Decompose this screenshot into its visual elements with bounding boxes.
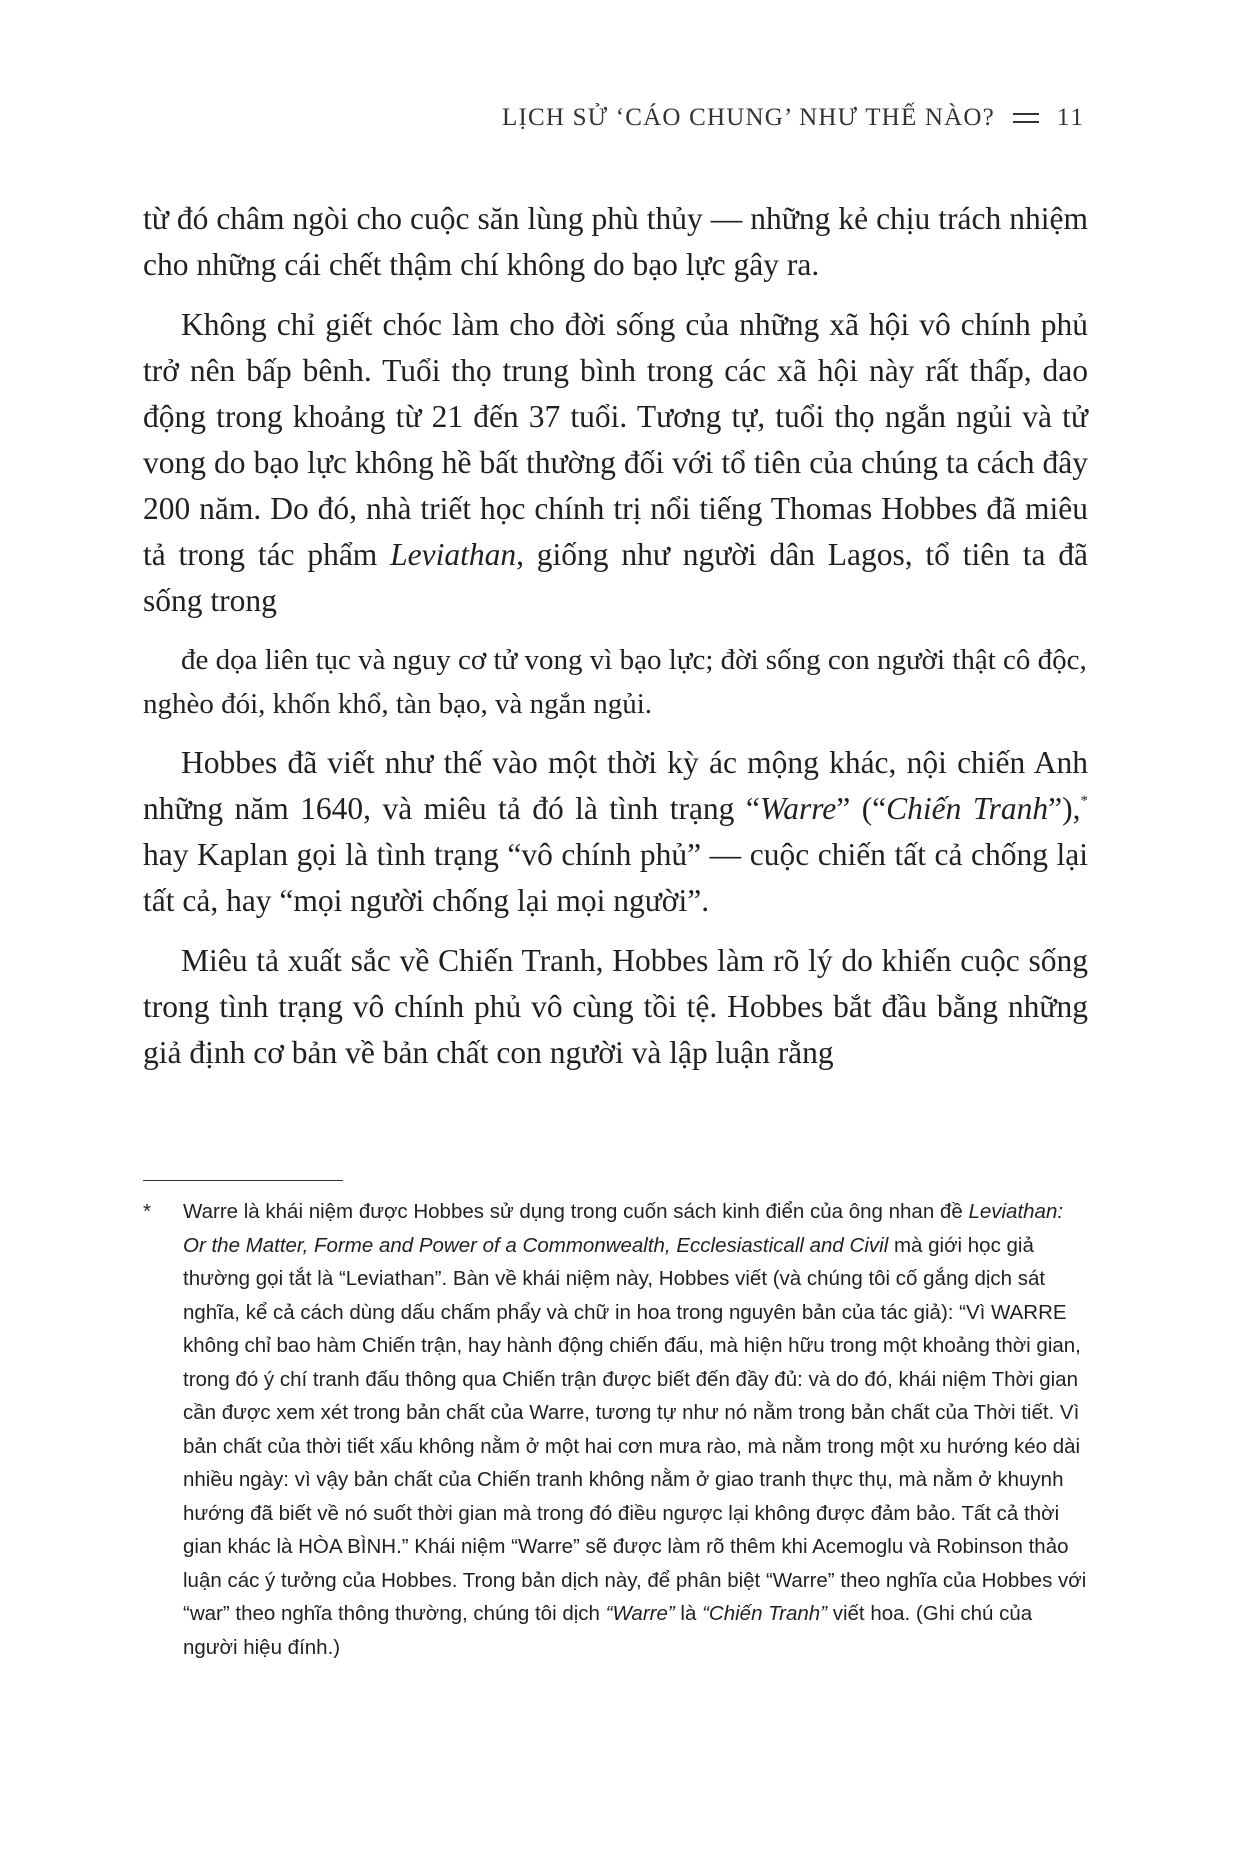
footnote xyxy=(143,1195,1088,1664)
footnote-chien-tranh-italic: “Chiến Tranh” xyxy=(702,1602,828,1625)
paragraph-2 xyxy=(143,302,1088,624)
block-quote: đe dọa liên tục và nguy cơ tử vong vì bạo lực; đời sống con người thật cô độc, nghèo đói, khốn khổ, tàn bạo, và ngắn ngủi. xyxy=(143,644,1087,720)
footnote-divider xyxy=(143,1180,343,1181)
page-number: 11 xyxy=(1056,104,1085,131)
main-text xyxy=(143,196,1088,1090)
footnote-mark: * xyxy=(143,1200,151,1223)
footnote-reference[interactable]: * xyxy=(1080,793,1088,809)
paragraph-4: Miêu tả xuất sắc về Chiến Tranh, Hobbes làm rõ lý do khiến cuộc sống trong tình trạng vô chính phủ vô cùng tồi tệ. Hobbes bắt đầu bằng những giả định cơ bản về bản chất con người và lập luận rằng xyxy=(143,943,1088,1070)
footnote-book-title: Leviathan: Or the Matter, Forme and Power of a Commonwealth, Ecclesiasticall and Civil xyxy=(183,1200,1064,1257)
warre-term: Warre xyxy=(759,791,837,826)
paragraph-2-text-a: Không chỉ giết chóc làm cho đời sống của những xã hội vô chính phủ trở nên bấp bênh. Tuổi thọ trung bình trong các xã hội này rất thấp, dao động trong khoảng từ 21 đến 37 tuổi. Tương tự, tuổi thọ ngắn ngủi và tử vong do bạo lực không hề bất thường đối với tổ tiên của chúng ta cách đây 200 năm. Do đó, nhà triết học chính trị nổi tiếng Thomas Hobbes đã miêu tả trong tác phẩm xyxy=(143,307,1088,572)
footnote-text-7: viết hoa. (Ghi chú của người hiệu đính.) xyxy=(183,1602,1033,1659)
footnote-warre-italic: “Warre” xyxy=(605,1602,675,1625)
running-title: LỊCH SỬ ‘CÁO CHUNG’ NHƯ THẾ NÀO? xyxy=(502,104,995,131)
footnote-text xyxy=(183,1195,1088,1664)
paragraph-2-text-b: , giống như người dân Lagos, tổ tiên ta đã sống trong xyxy=(143,537,1088,618)
chien-tranh-term: Chiến Tranh xyxy=(886,791,1049,826)
double-rule-separator xyxy=(1013,113,1039,123)
paragraph-3-text-b: ” (“ xyxy=(836,791,887,826)
paragraph-3-text-a: Hobbes đã viết như thế vào một thời kỳ ác mộng khác, nội chiến Anh những năm 1640, và miêu tả đó là tình trạng “ xyxy=(143,745,1088,826)
footnote-text-5: là xyxy=(674,1602,703,1625)
footnote-text-1: Warre là khái niệm được Hobbes sử dụng trong cuốn sách kinh điển của ông nhan đề xyxy=(183,1200,969,1223)
paragraph-3 xyxy=(143,740,1088,924)
paragraph-1: từ đó châm ngòi cho cuộc săn lùng phù thủy — những kẻ chịu trách nhiệm cho những cái chết thậm chí không do bạo lực gây ra. xyxy=(143,201,1088,282)
paragraph-3-text-d: hay Kaplan gọi là tình trạng “vô chính phủ” — cuộc chiến tất cả chống lại tất cả, hay “mọi người chống lại mọi người”. xyxy=(143,837,1088,918)
running-header xyxy=(502,104,1085,132)
footnote-text-3: mà giới học giả thường gọi tắt là “Leviathan”. Bàn về khái niệm này, Hobbes viết (và chúng tôi cố gắng dịch sát nghĩa, kể cả cách dùng dấu chấm phẩy và chữ in hoa trong nguyên bản của tác giả): “Vì WARRE không chỉ bao hàm Chiến trận, hay hành động chiến đấu, mà hiện hữu trong một khoảng thời gian, trong đó ý chí tranh đấu thông qua Chiến trận được biết đến đầy đủ: và do đó, khái niệm Thời gian cần được xem xét trong bản chất của Warre, tương tự như nó nằm trong bản chất của Thời tiết. Vì bản chất của thời tiết xấu không nằm ở một hai cơn mưa rào, mà nằm trong một xu hướng kéo dài nhiều ngày: vì vậy bản chất của Chiến tranh không nằm ở giao tranh thực thụ, mà nằm ở khuynh hướng đã biết về nó suốt thời gian mà trong đó điều ngược lại không được đảm bảo. Tất cả thời gian khác là HÒA BÌNH.” Khái niệm “Warre” sẽ được làm rõ thêm khi Acemoglu và Robinson thảo luận các ý tưởng của Hobbes. Trong bản dịch này, để phân biệt “Warre” theo nghĩa của Hobbes với “war” theo nghĩa thông thường, chúng tôi dịch xyxy=(183,1233,1087,1625)
paragraph-3-text-c: ”), xyxy=(1048,791,1081,826)
leviathan-title: Leviathan xyxy=(390,537,517,572)
